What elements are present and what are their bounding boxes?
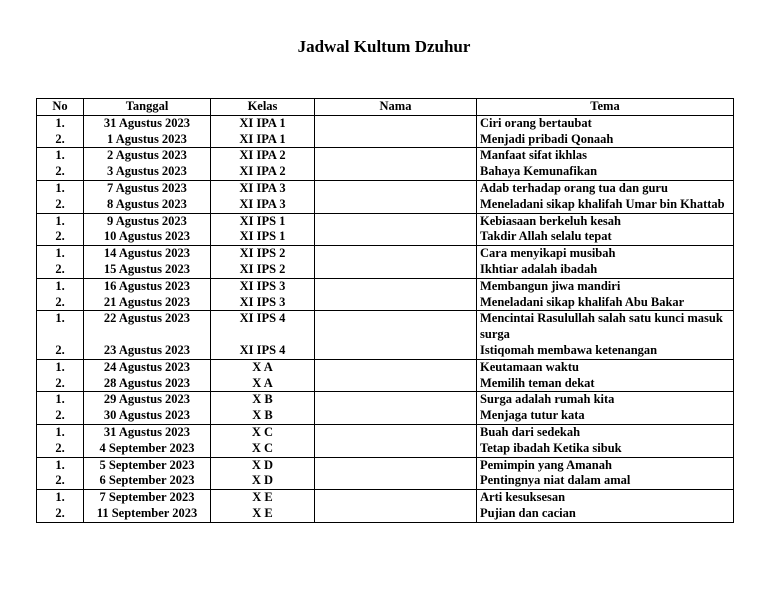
cell-nama[interactable] — [315, 424, 477, 440]
cell-tanggal: 22 Agustus 2023 — [84, 311, 211, 343]
table-row — [37, 343, 734, 359]
cell-nama[interactable] — [315, 441, 477, 457]
table-row — [37, 278, 734, 294]
table-row — [37, 213, 734, 229]
cell-no: 2. — [37, 164, 84, 180]
cell-kelas: XI IPS 3 — [211, 295, 315, 311]
cell-tanggal: 4 September 2023 — [84, 441, 211, 457]
cell-nama[interactable] — [315, 376, 477, 392]
cell-kelas: X D — [211, 457, 315, 473]
page-title: Jadwal Kultum Dzuhur — [297, 37, 471, 56]
cell-kelas: XI IPS 2 — [211, 262, 315, 278]
cell-tema: Meneladani sikap khalifah Umar bin Khattab — [477, 197, 734, 213]
cell-tema: Meneladani sikap khalifah Abu Bakar — [477, 295, 734, 311]
table-row — [37, 180, 734, 196]
cell-kelas: X E — [211, 490, 315, 506]
table-row — [37, 246, 734, 262]
cell-nama[interactable] — [315, 115, 477, 131]
cell-tema: Takdir Allah selalu tepat — [477, 229, 734, 245]
cell-tanggal: 21 Agustus 2023 — [84, 295, 211, 311]
cell-tema: Adab terhadap orang tua dan guru — [477, 180, 734, 196]
cell-nama[interactable] — [315, 164, 477, 180]
cell-kelas: X E — [211, 506, 315, 522]
cell-tema: Pentingnya niat dalam amal — [477, 473, 734, 489]
cell-nama[interactable] — [315, 457, 477, 473]
cell-nama[interactable] — [315, 132, 477, 148]
cell-nama[interactable] — [315, 311, 477, 343]
cell-kelas: X B — [211, 392, 315, 408]
cell-tanggal: 14 Agustus 2023 — [84, 246, 211, 262]
cell-nama[interactable] — [315, 246, 477, 262]
cell-tema: Kebiasaan berkeluh kesah — [477, 213, 734, 229]
cell-no: 1. — [37, 392, 84, 408]
table-row — [37, 359, 734, 375]
cell-tema: Mencintai Rasulullah salah satu kunci masuk surga — [477, 311, 734, 343]
cell-nama[interactable] — [315, 392, 477, 408]
table-row — [37, 441, 734, 457]
cell-no: 1. — [37, 115, 84, 131]
header-nama: Nama — [315, 99, 477, 116]
cell-no: 1. — [37, 213, 84, 229]
cell-tanggal: 6 September 2023 — [84, 473, 211, 489]
cell-kelas: XI IPS 4 — [211, 311, 315, 343]
cell-tema: Bahaya Kemunafikan — [477, 164, 734, 180]
table-row — [37, 311, 734, 343]
table-row — [37, 295, 734, 311]
cell-nama[interactable] — [315, 295, 477, 311]
cell-kelas: XI IPS 4 — [211, 343, 315, 359]
cell-tema: Keutamaan waktu — [477, 359, 734, 375]
cell-no: 1. — [37, 311, 84, 343]
cell-nama[interactable] — [315, 473, 477, 489]
cell-kelas: XI IPA 3 — [211, 180, 315, 196]
cell-nama[interactable] — [315, 359, 477, 375]
cell-tema: Surga adalah rumah kita — [477, 392, 734, 408]
cell-no: 2. — [37, 132, 84, 148]
cell-tanggal: 8 Agustus 2023 — [84, 197, 211, 213]
cell-tanggal: 31 Agustus 2023 — [84, 424, 211, 440]
cell-tanggal: 9 Agustus 2023 — [84, 213, 211, 229]
cell-tema: Membangun jiwa mandiri — [477, 278, 734, 294]
cell-kelas: XI IPA 3 — [211, 197, 315, 213]
cell-no: 2. — [37, 295, 84, 311]
table-row — [37, 132, 734, 148]
table-body — [37, 115, 734, 522]
table-row — [37, 473, 734, 489]
cell-no: 1. — [37, 246, 84, 262]
cell-tema: Menjadi pribadi Qonaah — [477, 132, 734, 148]
cell-kelas: XI IPS 3 — [211, 278, 315, 294]
cell-kelas: XI IPS 2 — [211, 246, 315, 262]
header-kelas: Kelas — [211, 99, 315, 116]
cell-tanggal: 11 September 2023 — [84, 506, 211, 522]
cell-tanggal: 29 Agustus 2023 — [84, 392, 211, 408]
cell-no: 2. — [37, 441, 84, 457]
cell-tanggal: 24 Agustus 2023 — [84, 359, 211, 375]
cell-kelas: XI IPA 1 — [211, 132, 315, 148]
cell-tanggal: 23 Agustus 2023 — [84, 343, 211, 359]
cell-kelas: XI IPS 1 — [211, 213, 315, 229]
table-row — [37, 408, 734, 424]
cell-no: 2. — [37, 197, 84, 213]
table-row — [37, 262, 734, 278]
cell-tema: Istiqomah membawa ketenangan — [477, 343, 734, 359]
cell-nama[interactable] — [315, 408, 477, 424]
cell-kelas: X C — [211, 441, 315, 457]
cell-nama[interactable] — [315, 278, 477, 294]
cell-tanggal: 16 Agustus 2023 — [84, 278, 211, 294]
cell-tema: Cara menyikapi musibah — [477, 246, 734, 262]
cell-tanggal: 3 Agustus 2023 — [84, 164, 211, 180]
table-row — [37, 164, 734, 180]
cell-kelas: X A — [211, 359, 315, 375]
cell-tema: Buah dari sedekah — [477, 424, 734, 440]
table-row — [37, 424, 734, 440]
header-no: No — [37, 99, 84, 116]
cell-tanggal: 7 Agustus 2023 — [84, 180, 211, 196]
table-row — [37, 376, 734, 392]
cell-tema: Ciri orang bertaubat — [477, 115, 734, 131]
cell-nama[interactable] — [315, 213, 477, 229]
cell-kelas: XI IPA 2 — [211, 148, 315, 164]
cell-tema: Menjaga tutur kata — [477, 408, 734, 424]
cell-tanggal: 2 Agustus 2023 — [84, 148, 211, 164]
cell-tema: Memilih teman dekat — [477, 376, 734, 392]
cell-tanggal: 1 Agustus 2023 — [84, 132, 211, 148]
table-row — [37, 197, 734, 213]
header-tema: Tema — [477, 99, 734, 116]
table-row — [37, 229, 734, 245]
cell-nama[interactable] — [315, 229, 477, 245]
cell-kelas: XI IPA 1 — [211, 115, 315, 131]
table-row — [37, 490, 734, 506]
cell-tema: Pemimpin yang Amanah — [477, 457, 734, 473]
table-row — [37, 115, 734, 131]
cell-nama[interactable] — [315, 148, 477, 164]
cell-nama[interactable] — [315, 262, 477, 278]
header-tanggal: Tanggal — [84, 99, 211, 116]
cell-nama[interactable] — [315, 490, 477, 506]
cell-tanggal: 15 Agustus 2023 — [84, 262, 211, 278]
cell-nama[interactable] — [315, 180, 477, 196]
cell-kelas: XI IPS 1 — [211, 229, 315, 245]
table-row — [37, 392, 734, 408]
cell-tanggal: 5 September 2023 — [84, 457, 211, 473]
cell-no: 1. — [37, 359, 84, 375]
cell-kelas: X D — [211, 473, 315, 489]
schedule-table — [36, 98, 734, 523]
cell-kelas: XI IPA 2 — [211, 164, 315, 180]
cell-no: 1. — [37, 148, 84, 164]
cell-no: 2. — [37, 376, 84, 392]
cell-tema: Arti kesuksesan — [477, 490, 734, 506]
cell-no: 1. — [37, 180, 84, 196]
table-row — [37, 506, 734, 522]
cell-tanggal: 31 Agustus 2023 — [84, 115, 211, 131]
cell-no: 2. — [37, 506, 84, 522]
cell-no: 1. — [37, 457, 84, 473]
cell-no: 2. — [37, 343, 84, 359]
cell-tema: Pujian dan cacian — [477, 506, 734, 522]
cell-kelas: X B — [211, 408, 315, 424]
cell-no: 1. — [37, 424, 84, 440]
table-row — [37, 148, 734, 164]
cell-no: 2. — [37, 262, 84, 278]
cell-no: 1. — [37, 278, 84, 294]
table-row — [37, 457, 734, 473]
cell-nama[interactable] — [315, 197, 477, 213]
cell-tanggal: 30 Agustus 2023 — [84, 408, 211, 424]
cell-tanggal: 10 Agustus 2023 — [84, 229, 211, 245]
cell-tanggal: 28 Agustus 2023 — [84, 376, 211, 392]
cell-no: 2. — [37, 229, 84, 245]
cell-kelas: X A — [211, 376, 315, 392]
cell-kelas: X C — [211, 424, 315, 440]
cell-tema: Tetap ibadah Ketika sibuk — [477, 441, 734, 457]
cell-nama[interactable] — [315, 343, 477, 359]
cell-nama[interactable] — [315, 506, 477, 522]
cell-tema: Ikhtiar adalah ibadah — [477, 262, 734, 278]
header-row — [37, 99, 734, 116]
cell-no: 2. — [37, 408, 84, 424]
cell-no: 1. — [37, 490, 84, 506]
cell-tanggal: 7 September 2023 — [84, 490, 211, 506]
cell-tema: Manfaat sifat ikhlas — [477, 148, 734, 164]
cell-no: 2. — [37, 473, 84, 489]
